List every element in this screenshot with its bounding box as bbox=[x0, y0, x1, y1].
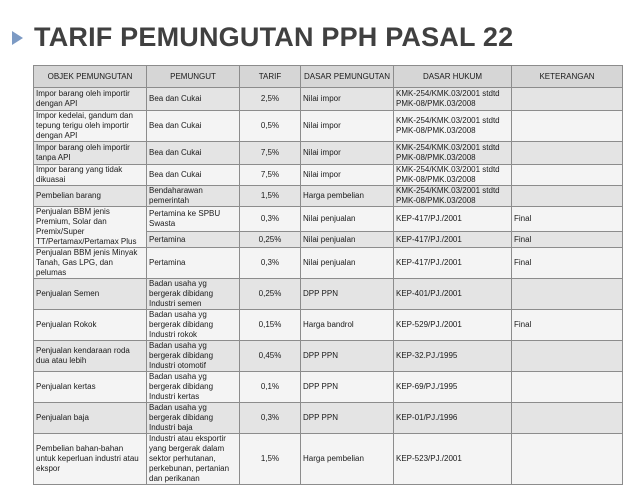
cell-tarif: 0,1% bbox=[240, 372, 301, 403]
table-row bbox=[34, 142, 623, 165]
header-dasar-pemungutan: DASAR PEMUNGUTAN bbox=[301, 66, 394, 88]
cell-keterangan: Final bbox=[512, 232, 623, 248]
cell-objek: Penjualan Semen bbox=[34, 279, 147, 310]
cell-objek: Pembelian barang bbox=[34, 186, 147, 207]
cell-dasar-pemungutan: Nilai penjualan bbox=[301, 248, 394, 279]
cell-objek: Penjualan BBM jenis Premium, Solar dan Premix/Super TT/Pertamax/Pertamax Plus bbox=[34, 207, 147, 248]
table-header-row bbox=[34, 66, 623, 88]
cell-dasar-hukum: KMK-254/KMK.03/2001 stdtd PMK-08/PMK.03/2008 bbox=[394, 165, 512, 186]
table-row bbox=[34, 88, 623, 111]
table-row bbox=[34, 372, 623, 403]
cell-dasar-hukum: KEP-529/PJ./2001 bbox=[394, 310, 512, 341]
cell-keterangan bbox=[512, 186, 623, 207]
table-row bbox=[34, 310, 623, 341]
cell-tarif: 0,45% bbox=[240, 341, 301, 372]
cell-objek: Penjualan baja bbox=[34, 403, 147, 434]
table-row bbox=[34, 403, 623, 434]
bullet-arrow-icon bbox=[12, 31, 23, 45]
cell-dasar-hukum: KEP-401/PJ./2001 bbox=[394, 279, 512, 310]
table-row bbox=[34, 186, 623, 207]
cell-pemungut: Badan usaha yg bergerak dibidang Industri baja bbox=[147, 403, 240, 434]
cell-tarif: 0,3% bbox=[240, 403, 301, 434]
cell-pemungut: Badan usaha yg bergerak dibidang Industri kertas bbox=[147, 372, 240, 403]
cell-objek: Pembelian bahan-bahan untuk keperluan industri atau ekspor bbox=[34, 434, 147, 485]
cell-objek: Penjualan BBM jenis Minyak Tanah, Gas LPG, dan pelumas bbox=[34, 248, 147, 279]
cell-pemungut: Pertamina ke SPBU Swasta bbox=[147, 207, 240, 232]
cell-dasar-hukum: KEP-417/PJ./2001 bbox=[394, 232, 512, 248]
table-row bbox=[34, 434, 623, 485]
cell-dasar-hukum: KEP-69/PJ./1995 bbox=[394, 372, 512, 403]
header-keterangan: KETERANGAN bbox=[512, 66, 623, 88]
cell-tarif: 0,3% bbox=[240, 248, 301, 279]
cell-keterangan bbox=[512, 434, 623, 485]
cell-dasar-pemungutan: DPP PPN bbox=[301, 341, 394, 372]
cell-keterangan: Final bbox=[512, 310, 623, 341]
cell-dasar-hukum: KEP-32.PJ./1995 bbox=[394, 341, 512, 372]
cell-dasar-hukum: KMK-254/KMK.03/2001 stdtd PMK-08/PMK.03/2008 bbox=[394, 88, 512, 111]
cell-dasar-pemungutan: DPP PPN bbox=[301, 403, 394, 434]
cell-keterangan bbox=[512, 372, 623, 403]
cell-tarif: 0,15% bbox=[240, 310, 301, 341]
cell-tarif: 0,3% bbox=[240, 207, 301, 232]
tariff-table bbox=[33, 65, 623, 485]
cell-tarif: 1,5% bbox=[240, 186, 301, 207]
cell-objek: Penjualan Rokok bbox=[34, 310, 147, 341]
cell-dasar-pemungutan: Harga pembelian bbox=[301, 434, 394, 485]
cell-tarif: 1,5% bbox=[240, 434, 301, 485]
cell-pemungut: Bea dan Cukai bbox=[147, 142, 240, 165]
cell-dasar-hukum: KEP-417/PJ./2001 bbox=[394, 207, 512, 232]
cell-pemungut: Pertamina bbox=[147, 248, 240, 279]
cell-keterangan bbox=[512, 88, 623, 111]
cell-pemungut: Bendaharawan pemerintah bbox=[147, 186, 240, 207]
cell-dasar-pemungutan: DPP PPN bbox=[301, 372, 394, 403]
cell-dasar-pemungutan: Nilai impor bbox=[301, 88, 394, 111]
cell-keterangan bbox=[512, 403, 623, 434]
cell-keterangan bbox=[512, 341, 623, 372]
cell-objek: Impor barang oleh importir tanpa API bbox=[34, 142, 147, 165]
cell-pemungut: Bea dan Cukai bbox=[147, 88, 240, 111]
cell-objek: Impor kedelai, gandum dan tepung terigu oleh importir dengan API bbox=[34, 111, 147, 142]
tariff-table-container bbox=[33, 65, 622, 485]
cell-pemungut: Badan usaha yg bergerak dibidang Industri rokok bbox=[147, 310, 240, 341]
cell-objek: Impor barang oleh importir dengan API bbox=[34, 88, 147, 111]
cell-dasar-pemungutan: Nilai impor bbox=[301, 111, 394, 142]
cell-dasar-hukum: KEP-417/PJ./2001 bbox=[394, 248, 512, 279]
cell-dasar-hukum: KEP-01/PJ./1996 bbox=[394, 403, 512, 434]
cell-pemungut: Badan usaha yg bergerak dibidang Industri otomotif bbox=[147, 341, 240, 372]
cell-pemungut: Badan usaha yg bergerak dibidang Industri semen bbox=[147, 279, 240, 310]
table-row bbox=[34, 279, 623, 310]
header-objek: OBJEK PEMUNGUTAN bbox=[34, 66, 147, 88]
cell-tarif: 0,25% bbox=[240, 279, 301, 310]
cell-keterangan bbox=[512, 111, 623, 142]
cell-keterangan: Final bbox=[512, 207, 623, 232]
cell-tarif: 0,5% bbox=[240, 111, 301, 142]
slide-title: TARIF PEMUNGUTAN PPH PASAL 22 bbox=[34, 22, 514, 52]
cell-pemungut: Industri atau eksportir yang bergerak dalam sektor perhutanan, perkebunan, pertanian dan perikanan bbox=[147, 434, 240, 485]
cell-dasar-pemungutan: Harga pembelian bbox=[301, 186, 394, 207]
header-pemungut: PEMUNGUT bbox=[147, 66, 240, 88]
cell-keterangan bbox=[512, 142, 623, 165]
cell-pemungut: Bea dan Cukai bbox=[147, 111, 240, 142]
table-row bbox=[34, 111, 623, 142]
cell-pemungut: Bea dan Cukai bbox=[147, 165, 240, 186]
table-row bbox=[34, 207, 623, 232]
cell-dasar-pemungutan: Nilai penjualan bbox=[301, 207, 394, 232]
cell-objek: Impor barang yang tidak dikuasai bbox=[34, 165, 147, 186]
cell-dasar-pemungutan: Nilai impor bbox=[301, 165, 394, 186]
cell-dasar-hukum: KEP-523/PJ./2001 bbox=[394, 434, 512, 485]
cell-keterangan bbox=[512, 279, 623, 310]
cell-keterangan bbox=[512, 165, 623, 186]
cell-objek: Penjualan kendaraan roda dua atau lebih bbox=[34, 341, 147, 372]
cell-tarif: 7,5% bbox=[240, 165, 301, 186]
cell-dasar-hukum: KMK-254/KMK.03/2001 stdtd PMK-08/PMK.03/2008 bbox=[394, 111, 512, 142]
cell-tarif: 0,25% bbox=[240, 232, 301, 248]
table-row bbox=[34, 248, 623, 279]
cell-tarif: 2,5% bbox=[240, 88, 301, 111]
cell-pemungut: Pertamina bbox=[147, 232, 240, 248]
cell-dasar-pemungutan: Harga bandrol bbox=[301, 310, 394, 341]
table-row bbox=[34, 165, 623, 186]
cell-dasar-pemungutan: Nilai impor bbox=[301, 142, 394, 165]
cell-dasar-pemungutan: DPP PPN bbox=[301, 279, 394, 310]
cell-dasar-hukum: KMK-254/KMK.03/2001 stdtd PMK-08/PMK.03/2008 bbox=[394, 186, 512, 207]
cell-keterangan: Final bbox=[512, 248, 623, 279]
table-row bbox=[34, 341, 623, 372]
cell-tarif: 7,5% bbox=[240, 142, 301, 165]
cell-dasar-pemungutan: Nilai penjualan bbox=[301, 232, 394, 248]
cell-dasar-hukum: KMK-254/KMK.03/2001 stdtd PMK-08/PMK.03/2008 bbox=[394, 142, 512, 165]
cell-objek: Penjualan kertas bbox=[34, 372, 147, 403]
header-dasar-hukum: DASAR HUKUM bbox=[394, 66, 512, 88]
header-tarif: TARIF bbox=[240, 66, 301, 88]
